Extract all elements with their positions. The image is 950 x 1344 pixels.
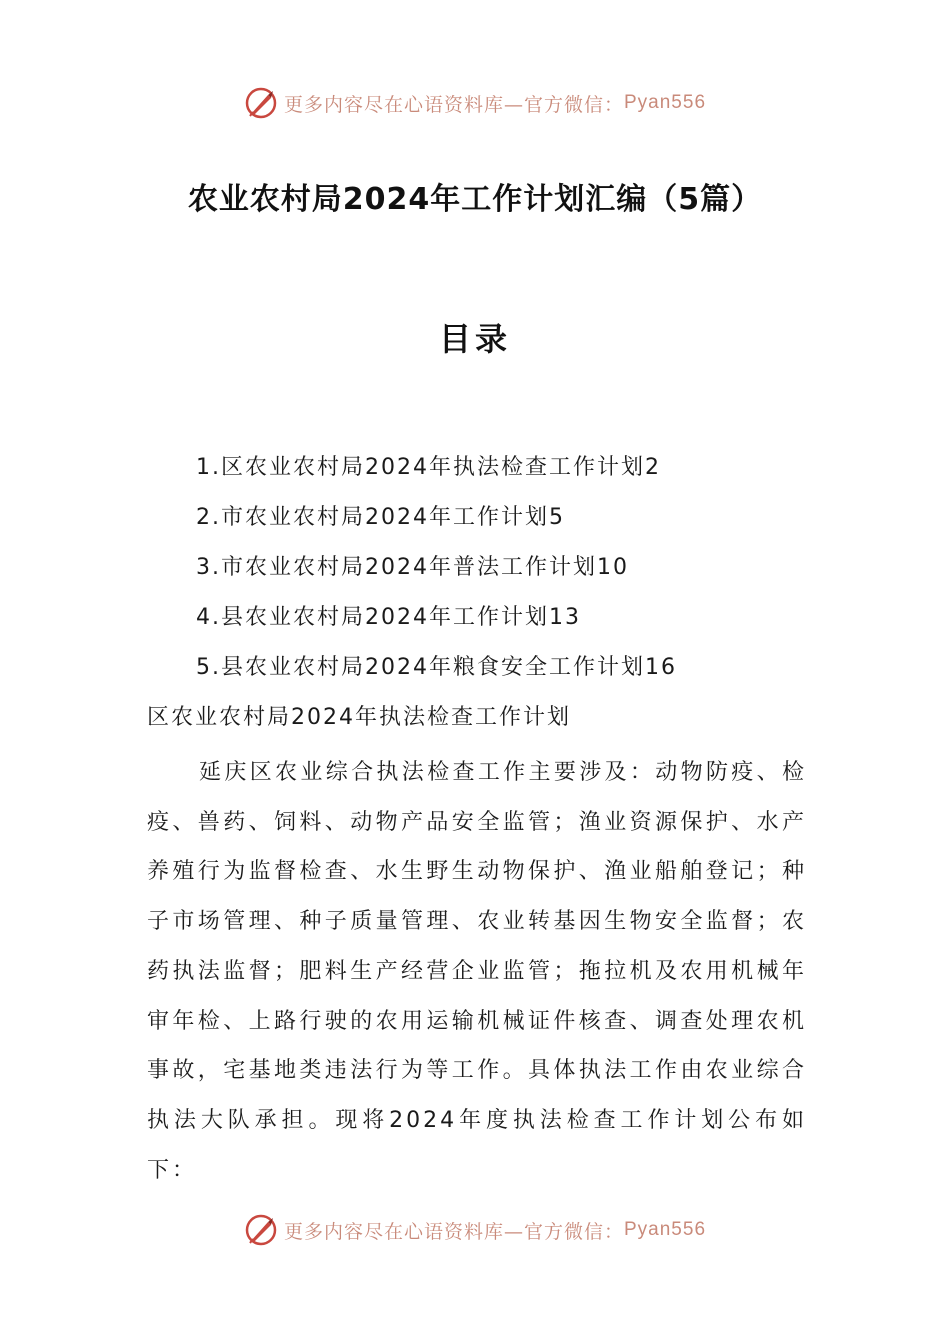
toc-entry-1[interactable] [196, 448, 677, 498]
watermark-text: 更多内容尽在心语资料库—官方微信： [283, 93, 624, 116]
toc-entry-label: 4.县农业农村局2024年工作计划 [196, 605, 549, 630]
table-of-contents [196, 448, 677, 698]
body-paragraph: 延庆区农业综合执法检查工作主要涉及：动物防疫、检疫、兽药、饲料、动物产品安全监管；渔业资源保护、水产养殖行为监督检查、水生野生动物保护、渔业船舶登记；种子市场管理、种子质量管理、农业转基因生物安全监督；农药执法监督；肥料生产经营企业监管；拖拉机及农用机械年审年检、上路行驶的农用运输机械证件核查、调查处理农机事故，宅基地类违法行为等工作。具体执法工作由农业综合执法大队承担。现将2024年度执法检查工作计划公布如下： [147, 760, 807, 1183]
toc-entry-label: 3.市农业农村局2024年普法工作计划 [196, 555, 597, 580]
toc-entry-3[interactable] [196, 548, 677, 598]
watermark-wechat-id: Pyan556 [624, 92, 707, 113]
watermark-text: 更多内容尽在心语资料库—官方微信： [283, 1220, 624, 1243]
toc-entry-2[interactable] [196, 498, 677, 548]
toc-entry-page: 2 [644, 455, 661, 480]
toc-entry-page: 5 [548, 505, 565, 530]
watermark-banner-bottom [0, 1210, 950, 1250]
quill-pen-logo-icon [244, 1213, 278, 1247]
toc-entry-page: 16 [644, 655, 677, 680]
toc-entry-page: 10 [596, 555, 629, 580]
watermark-wechat-id: Pyan556 [624, 1219, 707, 1240]
toc-entry-5[interactable] [196, 648, 677, 698]
section-heading: 区农业农村局2024年执法检查工作计划 [147, 705, 571, 730]
watermark-banner-top [0, 83, 950, 123]
quill-pen-logo-icon [244, 86, 278, 120]
toc-entry-label: 1.区农业农村局2024年执法检查工作计划 [196, 455, 645, 480]
toc-heading: 目录 [438, 320, 511, 358]
toc-entry-4[interactable] [196, 598, 677, 648]
toc-entry-page: 13 [548, 605, 581, 630]
document-title: 农业农村局2024年工作计划汇编（5篇） [187, 182, 763, 217]
toc-entry-label: 5.县农业农村局2024年粮食安全工作计划 [196, 655, 645, 680]
toc-entry-label: 2.市农业农村局2024年工作计划 [196, 505, 549, 530]
